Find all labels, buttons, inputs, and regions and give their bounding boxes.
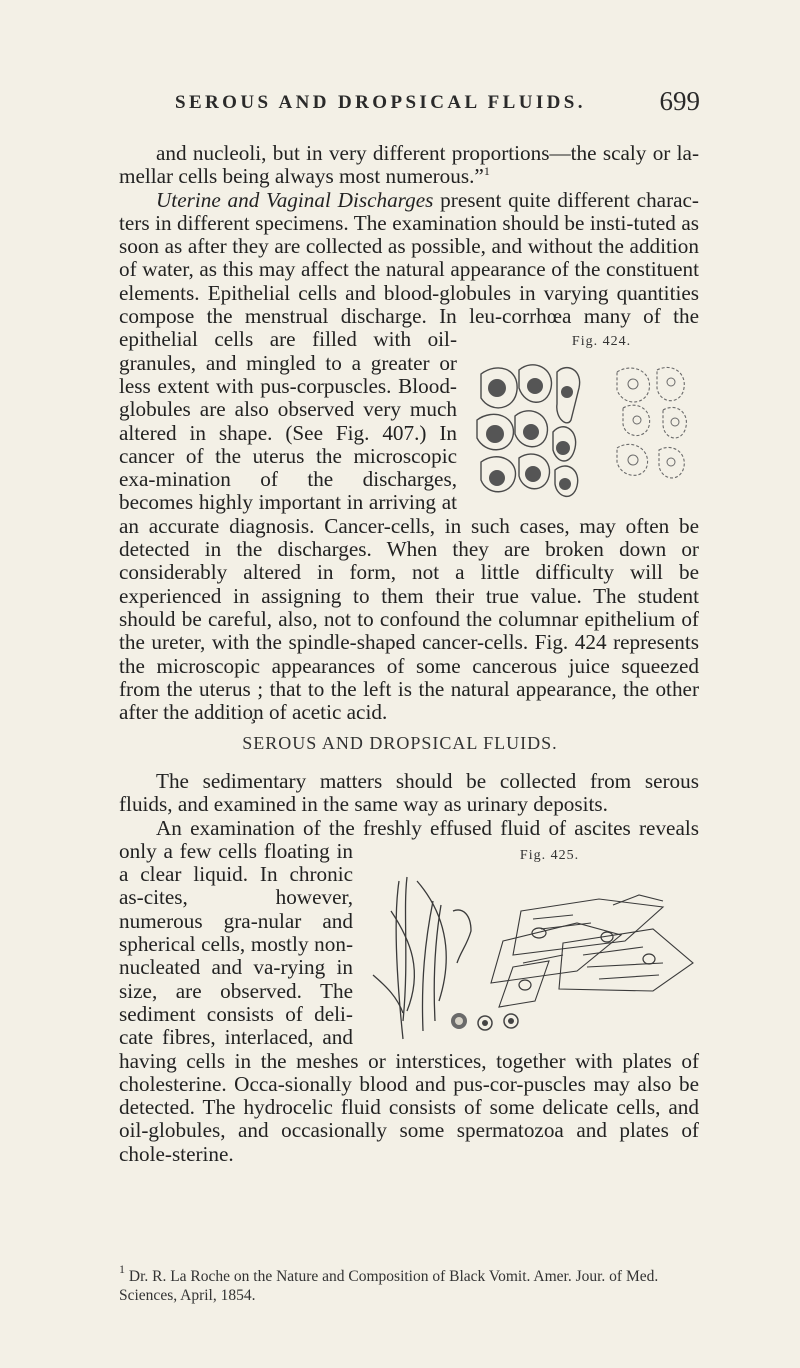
figure-424-caption: Fig. 424. (571, 334, 632, 350)
running-head (0, 86, 800, 122)
uterine-discharges-heading: Uterine and Vaginal Discharges (156, 187, 434, 212)
figure-425-caption: Fig. 425. (519, 847, 580, 863)
figure-424-illustration (467, 358, 699, 508)
acetic-cell (663, 407, 686, 438)
upper-text-block (119, 142, 699, 724)
paragraph-continuation (119, 142, 699, 189)
fibre (434, 905, 441, 1021)
acetic-cell (617, 368, 650, 402)
footnote-reference: 1 (483, 164, 490, 179)
section-heading: SEROUS AND DROPSICAL FLUIDS. (242, 733, 558, 753)
ascites-text-body: only a few cells floating in a clear liquid. In chronic as-cites, however, numerous gra-nular and spherical cells, mostly non-nucleated and va-rying in size, are observed. The sediment consists of deli-cate fibres, interlaced, and having cells in the meshes or interstices, together with plates of cholesterine. Occa-sionally blood and pus-cor-puscles may also be detected. The hydrocelic fluid consists of some delicate cells, and oil-globules, and occasionally some spermatozoa and plates of chole-sterine. (119, 838, 699, 1166)
paragraph-continuation-text: and nucleoli, but in very different proportions—the scaly or la-mellar cells being always most numerous.” (119, 141, 699, 189)
fibre (422, 901, 433, 1031)
uterine-text-intro: present quite different charac-ters in different specimens. The examination should be insti-tuted as soon as after they are collected as possible, and without the addition of water, as this may affect the natural appearance of the constituent elements. Epithelial cells and blood-globules in varying quantities compose the menstrual discharge. In leu- (119, 187, 699, 329)
figure-425-illustration (363, 871, 699, 1043)
uterine-text-body: corrhœa many of the epithelial cells are filled with oil-granules, and mingled to a greater or less extent with pus-corpuscles. Blood-globules are also observed very much altered in shape. (See Fig. 407.) In cancer of the uterus the microscopic exa-mination of the discharges, becomes highly important in arriving at an accurate diagnosis. Cancer-cells, in such cases, may often be detected in the discharges. When they are broken down or considerably altered in form, not a little difficulty will be experienced in assigning to them their true value. The student should be careful, also, not to confound the columnar epithelium of the ureter, with the spindle-shaped cancer-cells. Fig. 424 represents the microscopic appearances of some cancerous juice squeezed from the uterus ; that to the left is the natural appearance, the other after the additio̧n of acetic acid. (119, 304, 699, 725)
lower-text-block (119, 770, 699, 1166)
paragraph-ascites (119, 817, 699, 1166)
acetic-cell (623, 405, 650, 435)
fibre (396, 881, 403, 1039)
fibre (453, 910, 471, 963)
ascites-text-intro: An examination of the freshly effused fluid of ascites reveals (156, 815, 699, 840)
paragraph-sedimentary: The sedimentary matters should be collected from serous fluids, and examined in the same way as urinary deposits. (119, 769, 699, 817)
fibre (417, 881, 446, 1001)
figure-424 (467, 330, 699, 513)
fibre (403, 877, 407, 1021)
cholesterine-plate (499, 961, 549, 1007)
acetic-cell (659, 447, 684, 478)
cholesterine-plate (559, 929, 693, 991)
cholesterine-plate (513, 899, 663, 955)
footnote-text: Dr. R. La Roche on the Nature and Composition of Black Vomit. Amer. Jour. of Med. Sciences, April, 1854. (119, 1268, 659, 1304)
footnote-marker: 1 (119, 1262, 125, 1276)
running-title: SEROUS AND DROPSICAL FLUIDS. (175, 92, 586, 113)
acetic-cell (657, 367, 684, 400)
acetic-cell (617, 444, 648, 475)
page-number: 699 (659, 86, 700, 116)
figure-425 (363, 844, 699, 1049)
paragraph-uterine-discharges (119, 189, 699, 725)
footnote (119, 1262, 709, 1305)
